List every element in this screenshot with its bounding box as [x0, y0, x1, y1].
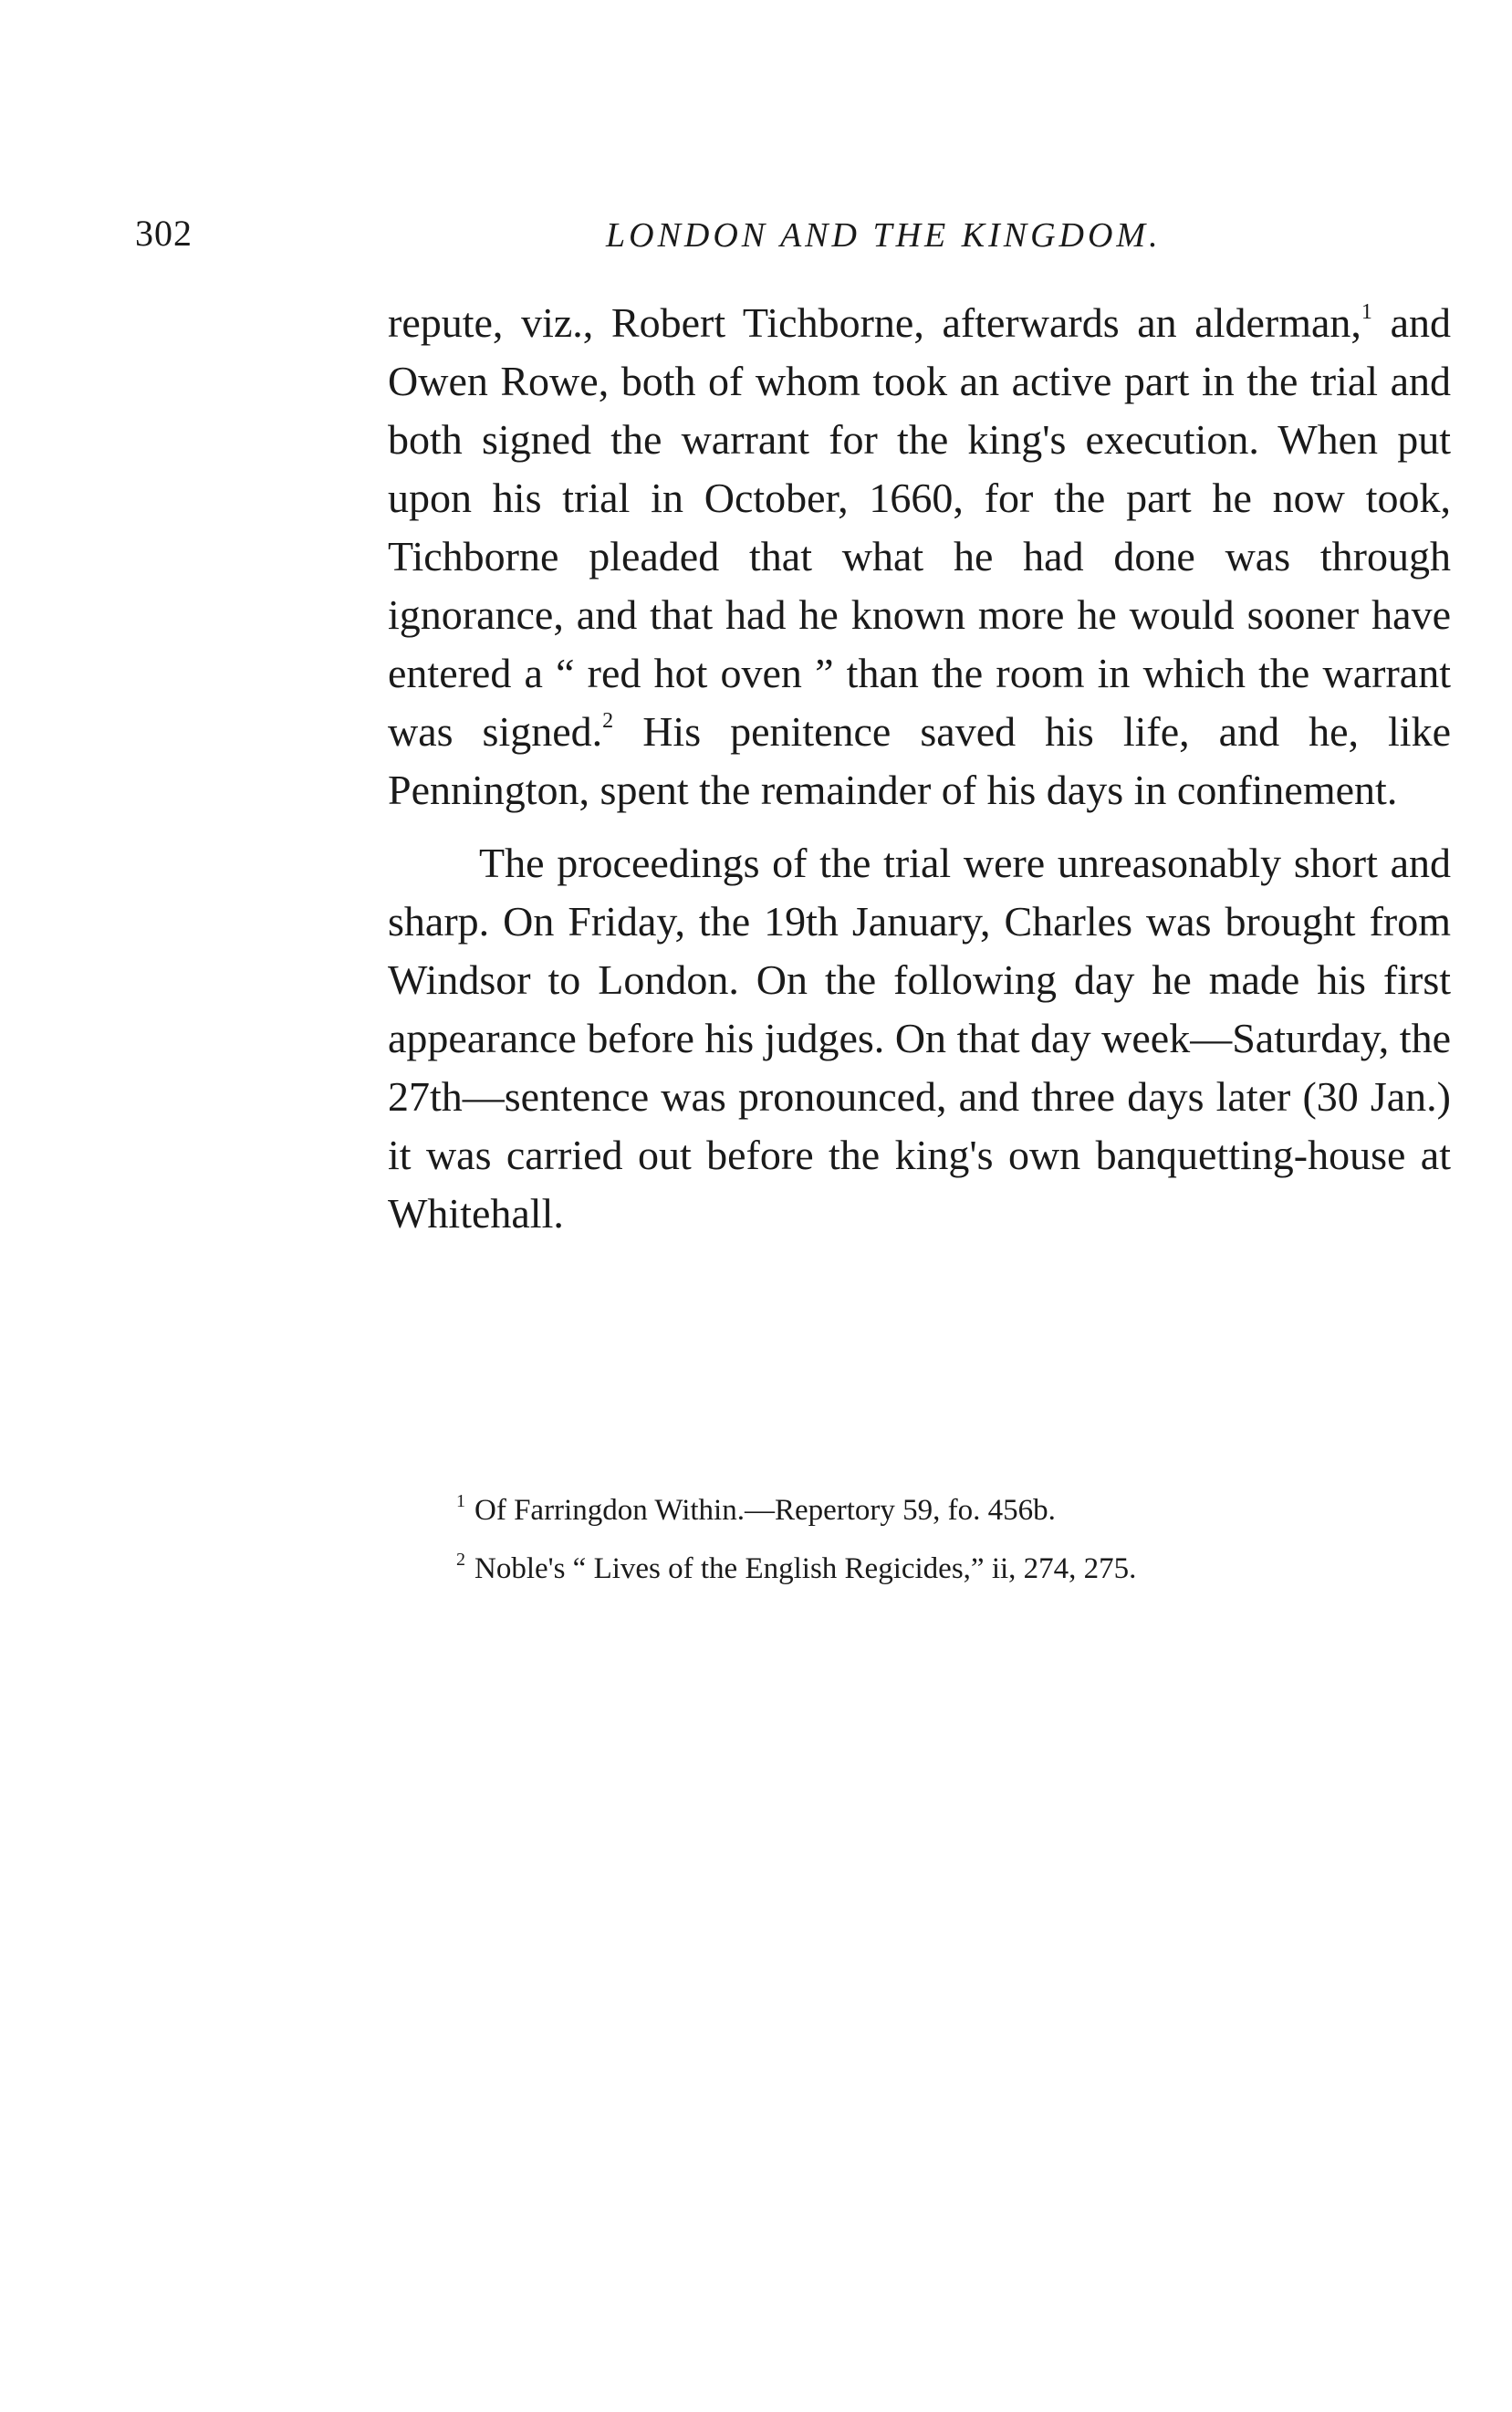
- paragraph-2: The proceedings of the trial were unreasonably short and sharp. On Friday, the 19th January, Charles was brought from Windsor to London. On the following day he made his first appearance before his judges. On that day week—Saturday, the 27th—sentence was pronounced, and three days later (30 Jan.) it was carried out before the king's own banquetting-house at Whitehall.: [388, 840, 1451, 1237]
- paragraph-1: [388, 294, 1451, 820]
- paragraph-1-text-a: repute, viz., Robert Tichborne, afterwards an alderman,: [388, 299, 1361, 346]
- footnote-1: [456, 1477, 1460, 1535]
- body-text: [388, 294, 1451, 1243]
- page-header: [135, 212, 1449, 266]
- footnote-1-text: Of Farringdon Within.—Repertory 59, fo. 456b.: [474, 1494, 1056, 1527]
- footnotes: [456, 1477, 1460, 1593]
- footnote-2-text: Noble's “ Lives of the English Regicides,” ii, 274, 275.: [474, 1552, 1137, 1585]
- footnote-ref-1: 1: [1361, 300, 1372, 324]
- footnote-1-mark: 1: [456, 1491, 465, 1511]
- paragraph-1-text-b: and Owen Rowe, both of whom took an active part in the trial and both signed the warrant for the king's execution. When put upon his trial in October, 1660, for the part he now took, Tichborne pleaded that what he had done was through ignorance, and that had he known more he would sooner have entered a “ red hot oven ” than the room in which the warrant was signed.: [388, 299, 1451, 755]
- footnote-2: [456, 1535, 1460, 1593]
- running-title: LONDON AND THE KINGDOM.: [606, 216, 1162, 255]
- footnote-2-mark: 2: [456, 1550, 465, 1570]
- paragraph-1-text-c: His penitence saved his life, and he, like Pennington, spent the remainder of his days in confinement.: [388, 708, 1452, 813]
- footnote-ref-2: 2: [602, 709, 614, 733]
- page-number: 302: [135, 213, 193, 254]
